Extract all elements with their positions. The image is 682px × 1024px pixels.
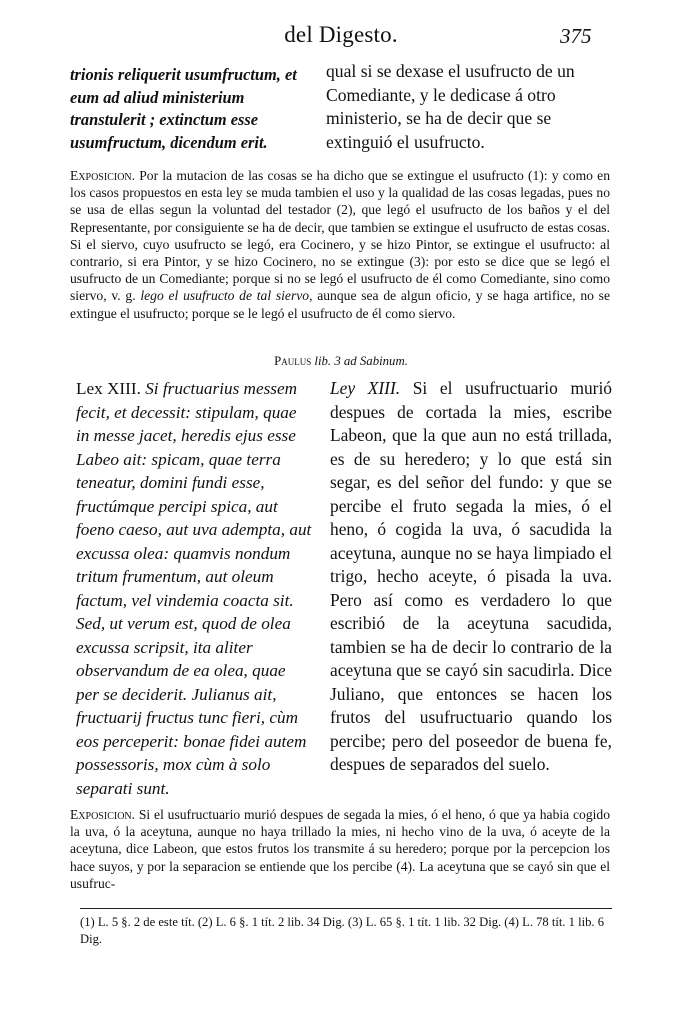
exposicion-label: Exposicion. <box>70 807 136 822</box>
lex-spanish-text: Si el usufructuario murió despues de cortada la mies, escribe Labeon, que la que aun no está trillada, es de su heredero; y lo que está sin segar, es del señor del fundo: y que se percibe el fruto segada la mies, ó el heno, ó cogida la uva, ó sacudida la aceytuna, aunque no se haya limpiado el trigo, hecho aceyte, ó pisada la uva. Pero así como es verdadero lo que escribió de la aceytuna sacudida, tambien se ha de decir lo contrario de la aceytuna que se cayó sin sacudirla. Dice Juliano, que entonces se hacen los frutos del usufructuario quando los percibe; pero del poseedor de buena fe, despues de separados del suelo. <box>330 378 613 774</box>
source-author: Paulus <box>274 354 312 368</box>
lex-spanish-column <box>330 377 612 777</box>
footnotes: (1) L. 5 §. 2 de este tít. (2) L. 6 §. 1 tít. 2 lib. 34 Dig. (3) L. 65 §. 1 tít. 1 lib. 32 Dig. (4) L. 78 tít. 1 lib. 6 Dig. <box>80 915 604 946</box>
lex-spanish-heading: Ley XIII. <box>330 378 401 398</box>
running-header: del Digesto. <box>284 22 398 47</box>
exposicion-text: Por la mutacion de las cosas se ha dicho que se extingue el usufructo (1): y como en los casos propuestos en esta ley se muda tambien el uso y la qualidad de las cosas legadas, pues no se usa de ellas segun la voluntad del testador (2), que legó el usufructo de los baños y el del Representante, por consiguiente se ha de decir, que tambien se extingue el usufructo de estas cosas. Si el siervo, cuyo usufructo se legó, era Cocinero, y se hizo Pintor, se extingue el usufructo: al contrario, si era Pintor, y se hizo Cocinero, no se extingue (3): por esto se dice que se legó el usufructo de un Comediante; porque si no se legó el usufructo de él como Comediante, sino como siervo, v. g. <box>70 168 610 304</box>
footnote-divider <box>80 908 612 909</box>
exposicion-paragraph-1 <box>70 167 610 322</box>
exposicion-text-end: , aunque sea de algun oficio, y se haga artifice, no se extingue el usufructo; porque se le legó el usufructo de él como siervo. <box>70 288 610 321</box>
exposicion-paragraph-2 <box>70 806 610 892</box>
source-reference: lib. 3 ad Sabinum. <box>314 354 408 368</box>
lex-latin-heading: Lex XIII. <box>76 379 141 398</box>
exposicion-italic-phrase: lego el usufructo de tal siervo <box>140 288 310 304</box>
lex-latin-text: Si fructuarius messem fecit, et decessit: stipulam, quae in messe jacet, heredis ejus esse Labeo ait: spicam, quae terra teneatur, domini fundi esse, fructúmque percipi spica, aut foeno caeso, aut uva adempta, aut excussa olea: quamvis nondum tritum frumentum, aut oleum factum, vel vindemia coacta sit. Sed, ut verum est, quod de olea excussa scripsit, ita aliter observandum de ea olea, quae per se deciderit. Julianus ait, fructuarij fructus tunc fieri, cùm eos perceperit: bonae fidei autem possessoris, mox cùm à solo separati sunt. <box>76 379 312 798</box>
latin-continuation: trionis reliquerit usumfructum, et eum ad aliud ministerium transtulerit ; extinctum esse usumfructum, dicendum erit. <box>70 65 297 152</box>
page-number: 375 <box>560 24 592 48</box>
exposicion-label: Exposicion. <box>70 168 136 183</box>
source-citation <box>0 354 682 369</box>
exposicion-text: Si el usufructuario murió despues de segada la mies, ó el heno, ó que ya habia cogido la uva, ó la aceytuna, aunque no haya trillado la mies, ni hecho vino de la uva, ó aceyte de la aceytuna, dice Labeon, que estos frutos los transmite á su heredero; porque por la percepcion los hace suyos, y por la separacion se entiende que los percibe (4). La aceytuna que se cayó sin que el usufruc- <box>70 807 610 891</box>
lex-latin-column <box>76 377 312 800</box>
spanish-continuation: qual si se dexase el usufructo de un Comediante, y le dedicase á otro ministerio, se ha de decir que se extinguió el usufructo. <box>326 61 575 152</box>
